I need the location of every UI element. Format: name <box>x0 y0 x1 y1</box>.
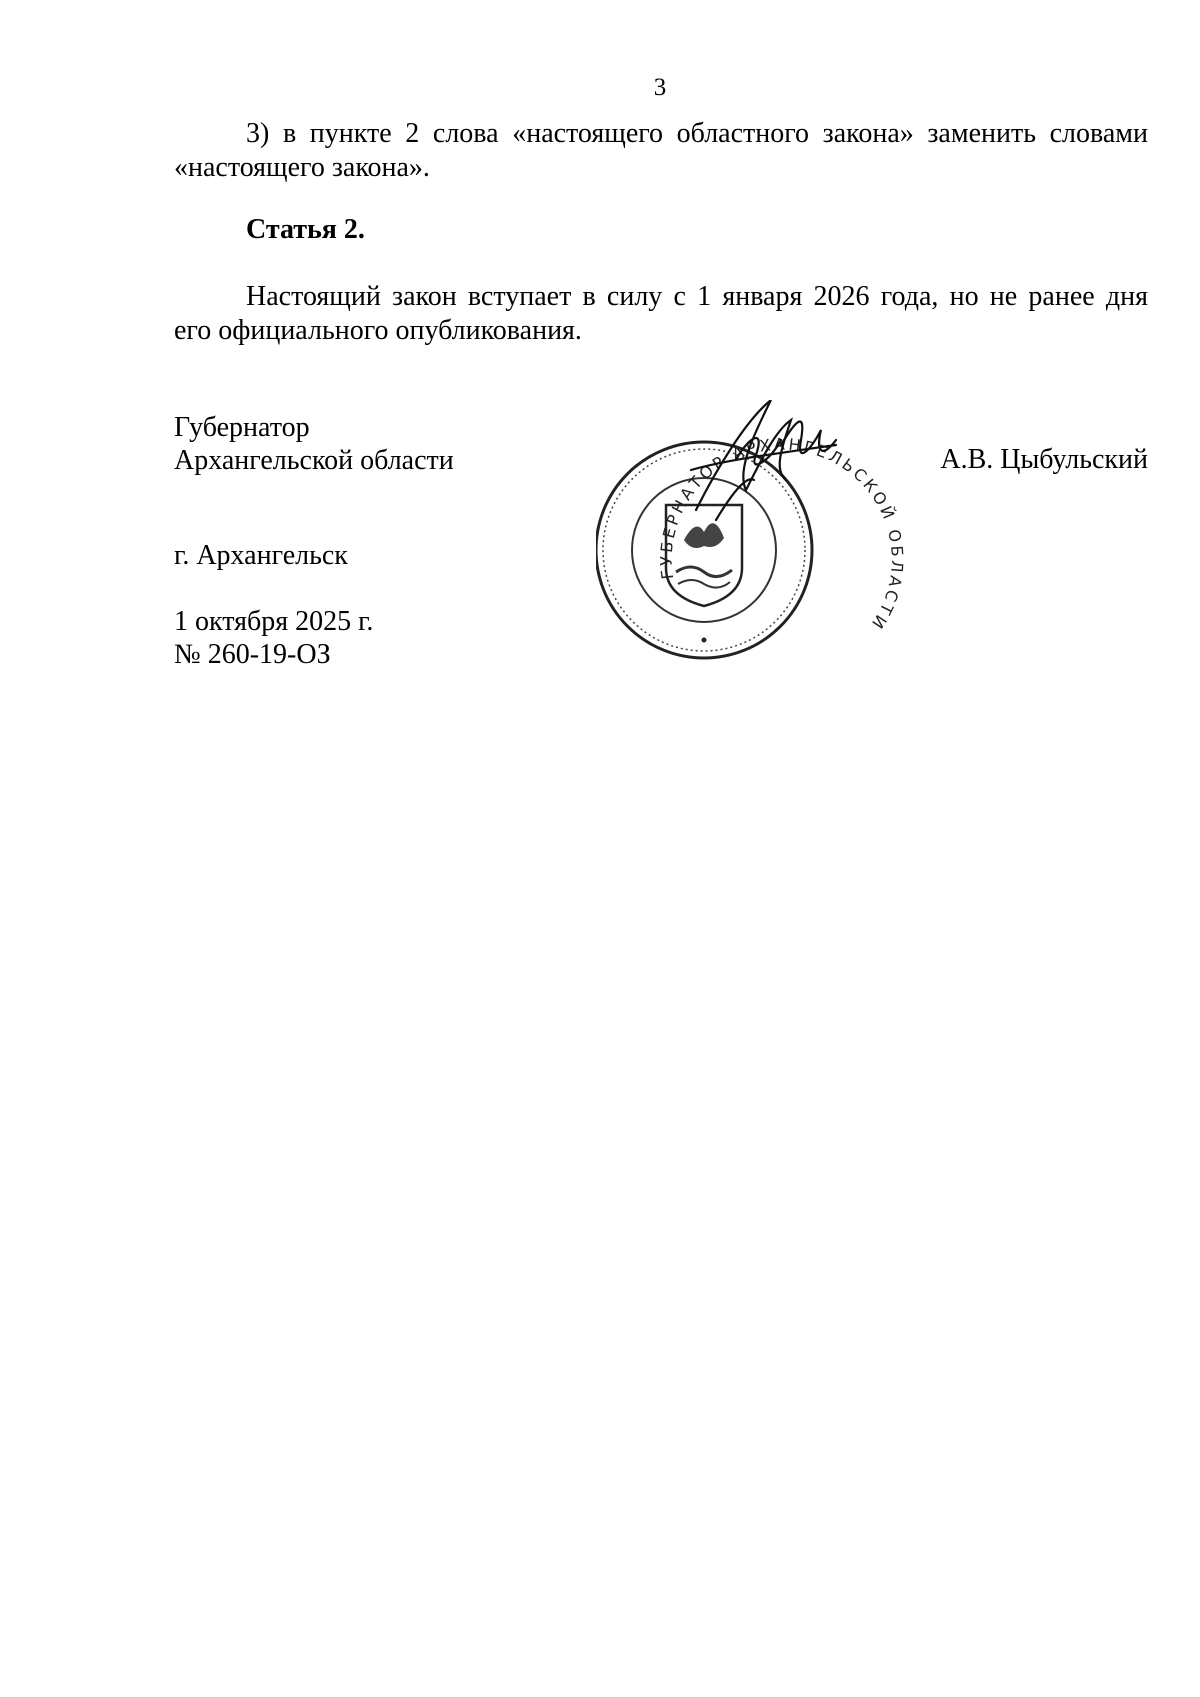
page-number: 3 <box>653 74 667 101</box>
law-date: 1 октября 2025 г. <box>174 606 374 637</box>
amendment-item-3-line1: 3) в пункте 2 слова «настоящего областного закона» заменить словами <box>246 118 1148 149</box>
signatory-name: А.В. Цыбульский <box>940 444 1148 475</box>
law-number: № 260-19-ОЗ <box>174 639 331 670</box>
date-and-number <box>174 605 373 671</box>
article-2-text <box>174 280 1148 348</box>
seal-inner-ring <box>632 478 776 622</box>
article-2-text-line1: Настоящий закон вступает в силу с 1 января 2026 года, но не ранее дня <box>246 281 1148 312</box>
signatory-title <box>174 411 454 477</box>
amendment-item-3 <box>174 117 1148 185</box>
signatory-title-line1: Губернатор <box>174 412 310 443</box>
article-2-heading: Статья 2. <box>246 214 365 245</box>
signatory-title-line2: Архангельской области <box>174 445 454 476</box>
amendment-item-3-line2: «настоящего закона». <box>174 152 430 183</box>
city: г. Архангельск <box>174 540 348 571</box>
official-seal-with-signature <box>596 400 1016 660</box>
article-2-text-line2: его официального опубликования. <box>174 315 582 346</box>
svg-text:ГУБЕРНАТОР АРХАНГЕЛЬСКОЙ ОБЛАС: ГУБЕРНАТОР АРХАНГЕЛЬСКОЙ ОБЛАСТИ <box>656 434 907 635</box>
